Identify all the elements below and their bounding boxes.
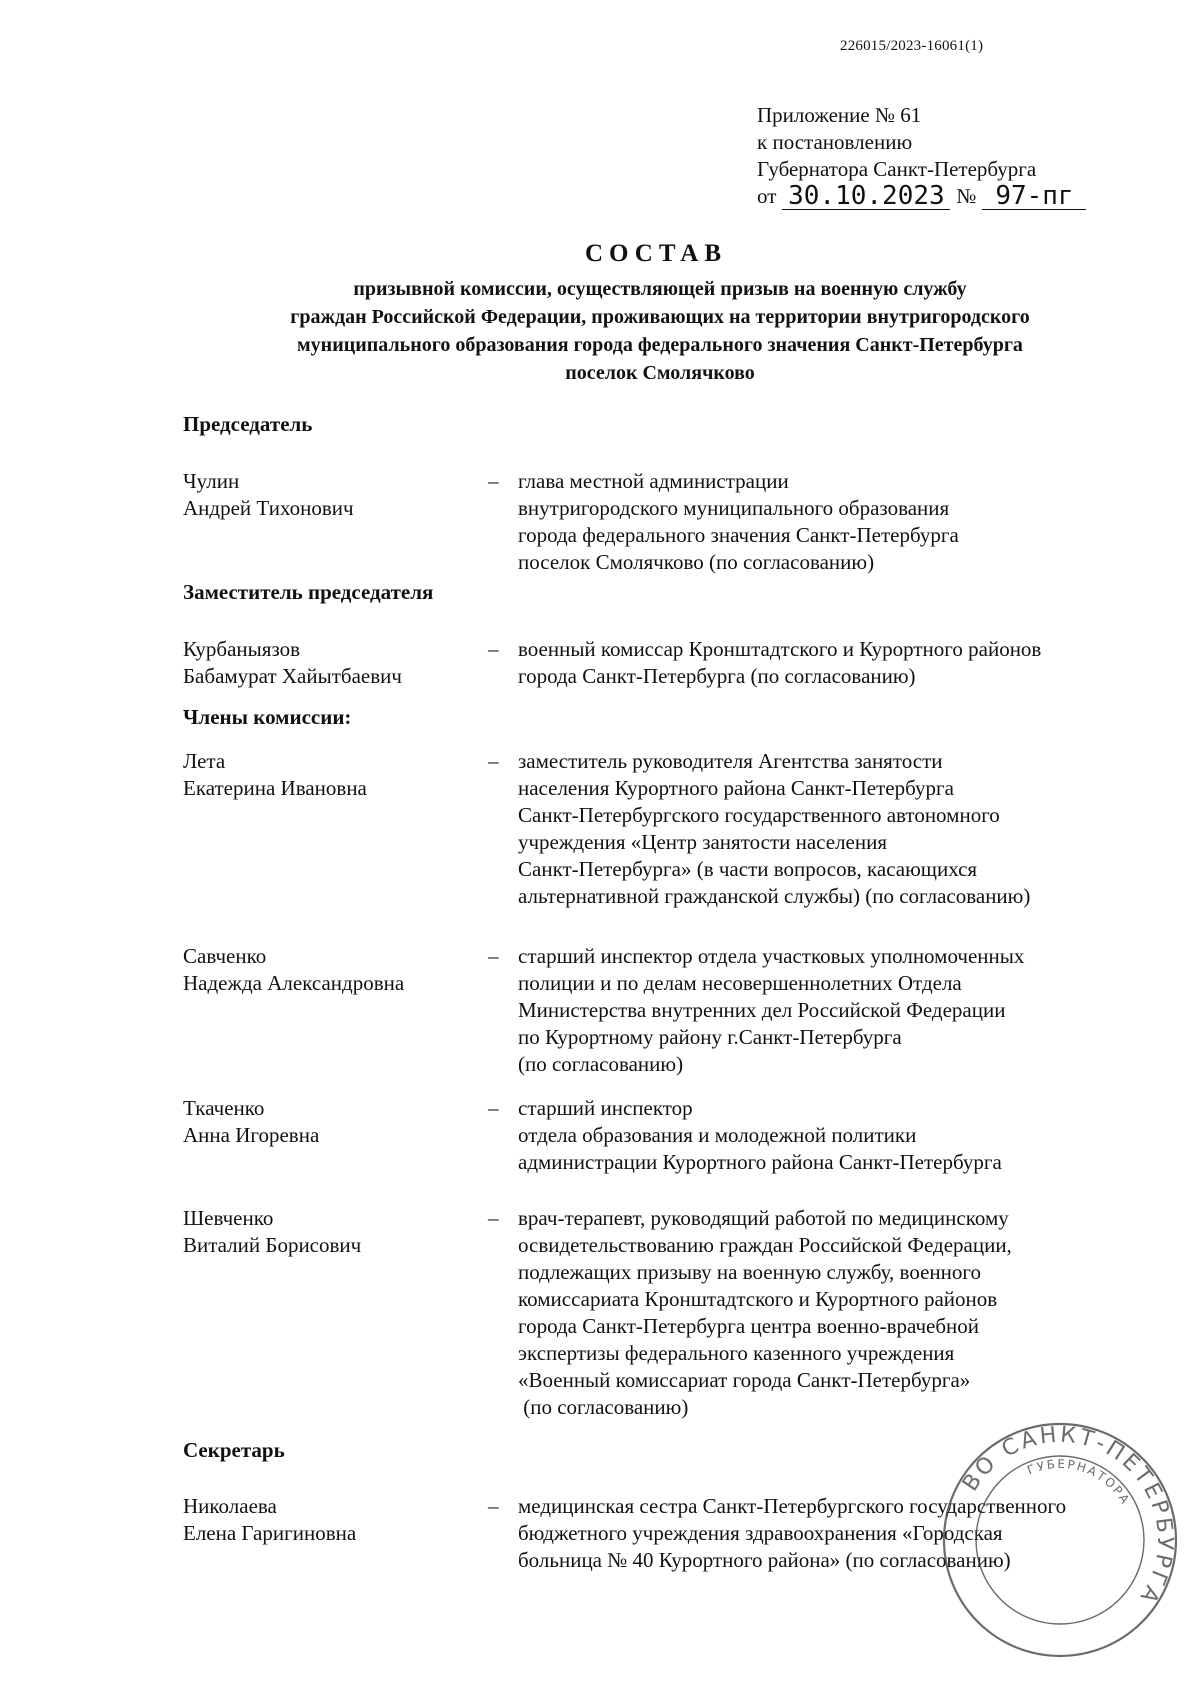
section-members: Члены комиссии: xyxy=(183,705,352,729)
member-surname: Ткаченко xyxy=(183,1096,265,1120)
role-line: (по согласованию) xyxy=(518,1052,684,1076)
member-name xyxy=(183,1205,483,1421)
appendix-line-1: Приложение № 61 xyxy=(757,103,922,127)
member-name xyxy=(183,1095,483,1176)
role-line: освидетельствованию граждан Российской Федерации, xyxy=(518,1233,1012,1257)
member-role xyxy=(518,468,1143,576)
member-surname: Курбаныязов xyxy=(183,637,301,661)
role-line: медицинская сестра Санкт-Петербургского государственного xyxy=(518,1494,1067,1518)
role-line: комиссариата Кронштадтского и Курортного районов xyxy=(518,1287,998,1311)
decree-date: 30.10.2023 xyxy=(782,183,950,210)
member-role xyxy=(518,943,1143,1078)
appendix-line-3: Губернатора Санкт-Петербурга xyxy=(757,157,1037,181)
role-line: старший инспектор xyxy=(518,1096,693,1120)
role-line: альтернативной гражданской службы) (по согласованию) xyxy=(518,884,1031,908)
role-line: Санкт-Петербургского государственного автономного xyxy=(518,803,1000,827)
dash: – xyxy=(488,1494,499,1518)
subtitle-line: граждан Российской Федерации, проживающих на территории внутригородского xyxy=(290,306,1030,328)
dash: – xyxy=(488,1096,499,1120)
member-entry xyxy=(183,1205,1143,1421)
role-line: города федерального значения Санкт-Петербурга xyxy=(518,523,959,547)
appendix-block xyxy=(757,102,1086,210)
dash: – xyxy=(488,1206,499,1230)
seal-outer-text: ВО САНКТ-ПЕТЕРБУРГА xyxy=(958,1422,1178,1610)
role-line: Санкт-Петербурга» (в части вопросов, касающихся xyxy=(518,857,978,881)
member-role xyxy=(518,1205,1143,1421)
member-given-name: Бабамурат Хайытбаевич xyxy=(183,664,402,688)
member-surname: Николаева xyxy=(183,1494,277,1518)
dash: – xyxy=(488,637,499,661)
member-surname: Савченко xyxy=(183,944,267,968)
member-entry xyxy=(183,1095,1143,1176)
member-given-name: Виталий Борисович xyxy=(183,1233,362,1257)
role-line: заместитель руководителя Агентства занятости xyxy=(518,749,943,773)
dash: – xyxy=(488,469,499,493)
seal-inner-text: ГУБЕРНАТОРА xyxy=(1025,1456,1133,1508)
section-secretary: Секретарь xyxy=(183,1438,285,1462)
official-seal-stamp xyxy=(940,1420,1180,1660)
member-given-name: Надежда Александровна xyxy=(183,971,405,995)
member-role xyxy=(518,636,1143,690)
role-line: старший инспектор отдела участковых уполномоченных xyxy=(518,944,1025,968)
role-line: отдела образования и молодежной политики xyxy=(518,1123,917,1147)
subtitle-line: поселок Смолячково xyxy=(565,362,755,384)
member-given-name: Анна Игоревна xyxy=(183,1123,320,1147)
member-given-name: Андрей Тихонович xyxy=(183,496,354,520)
member-role xyxy=(518,1095,1143,1176)
role-line: экспертизы федерального казенного учреждения xyxy=(518,1341,955,1365)
decree-number: 97-пг xyxy=(982,183,1086,210)
member-name xyxy=(183,468,483,576)
number-label: № xyxy=(956,184,977,208)
role-line: поселок Смолячково (по согласованию) xyxy=(518,550,875,574)
role-line: по Курортному району г.Санкт-Петербурга xyxy=(518,1025,902,1049)
subtitle-line: муниципального образования города федерального значения Санкт-Петербурга xyxy=(297,334,1023,356)
role-line: глава местной администрации xyxy=(518,469,789,493)
role-line: больница № 40 Курортного района» (по согласованию) xyxy=(518,1548,1011,1572)
document-title: СОСТАВ xyxy=(584,240,728,267)
member-entry xyxy=(183,943,1143,1078)
member-surname: Чулин xyxy=(183,469,240,493)
role-line: города Санкт-Петербурга центра военно-врачебной xyxy=(518,1314,980,1338)
role-line: (по согласованию) xyxy=(518,1395,689,1419)
member-role xyxy=(518,748,1143,910)
role-line: бюджетного учреждения здравоохранения «Городская xyxy=(518,1521,1003,1545)
role-line: «Военный комиссариат города Санкт-Петербурга» xyxy=(518,1368,971,1392)
subtitle-line: призывной комиссии, осуществляющей призыв на военную службу xyxy=(353,278,967,300)
member-entry xyxy=(183,636,1143,690)
role-line: города Санкт-Петербурга (по согласованию) xyxy=(518,664,916,688)
role-line: населения Курортного района Санкт-Петербурга xyxy=(518,776,954,800)
document-id: 226015/2023-16061(1) xyxy=(840,38,984,54)
dash: – xyxy=(488,749,499,773)
member-name xyxy=(183,636,483,690)
section-chair: Председатель xyxy=(183,412,313,436)
member-entry xyxy=(183,748,1143,910)
role-line: учреждения «Центр занятости населения xyxy=(518,830,888,854)
member-given-name: Екатерина Ивановна xyxy=(183,776,367,800)
member-surname: Шевченко xyxy=(183,1206,274,1230)
role-line: Министерства внутренних дел Российской Федерации xyxy=(518,998,1006,1022)
role-line: подлежащих призыву на военную службу, военного xyxy=(518,1260,981,1284)
role-line: военный комиссар Кронштадтского и Курортного районов xyxy=(518,637,1042,661)
member-given-name: Елена Гаригиновна xyxy=(183,1521,357,1545)
role-line: врач-терапевт, руководящий работой по медицинскому xyxy=(518,1206,1009,1230)
dash: – xyxy=(488,944,499,968)
member-entry xyxy=(183,468,1143,576)
section-deputy: Заместитель председателя xyxy=(183,580,434,604)
role-line: администрации Курортного района Санкт-Петербурга xyxy=(518,1150,1002,1174)
role-line: внутригородского муниципального образования xyxy=(518,496,950,520)
role-line: полиции и по делам несовершеннолетних Отдела xyxy=(518,971,962,995)
from-label: от xyxy=(757,184,777,208)
document-subtitle xyxy=(200,275,1120,387)
member-name xyxy=(183,943,483,1078)
appendix-date-row xyxy=(757,183,1086,210)
appendix-line-2: к постановлению xyxy=(757,130,913,154)
member-surname: Лета xyxy=(183,749,226,773)
member-name xyxy=(183,748,483,910)
member-name xyxy=(183,1493,483,1574)
